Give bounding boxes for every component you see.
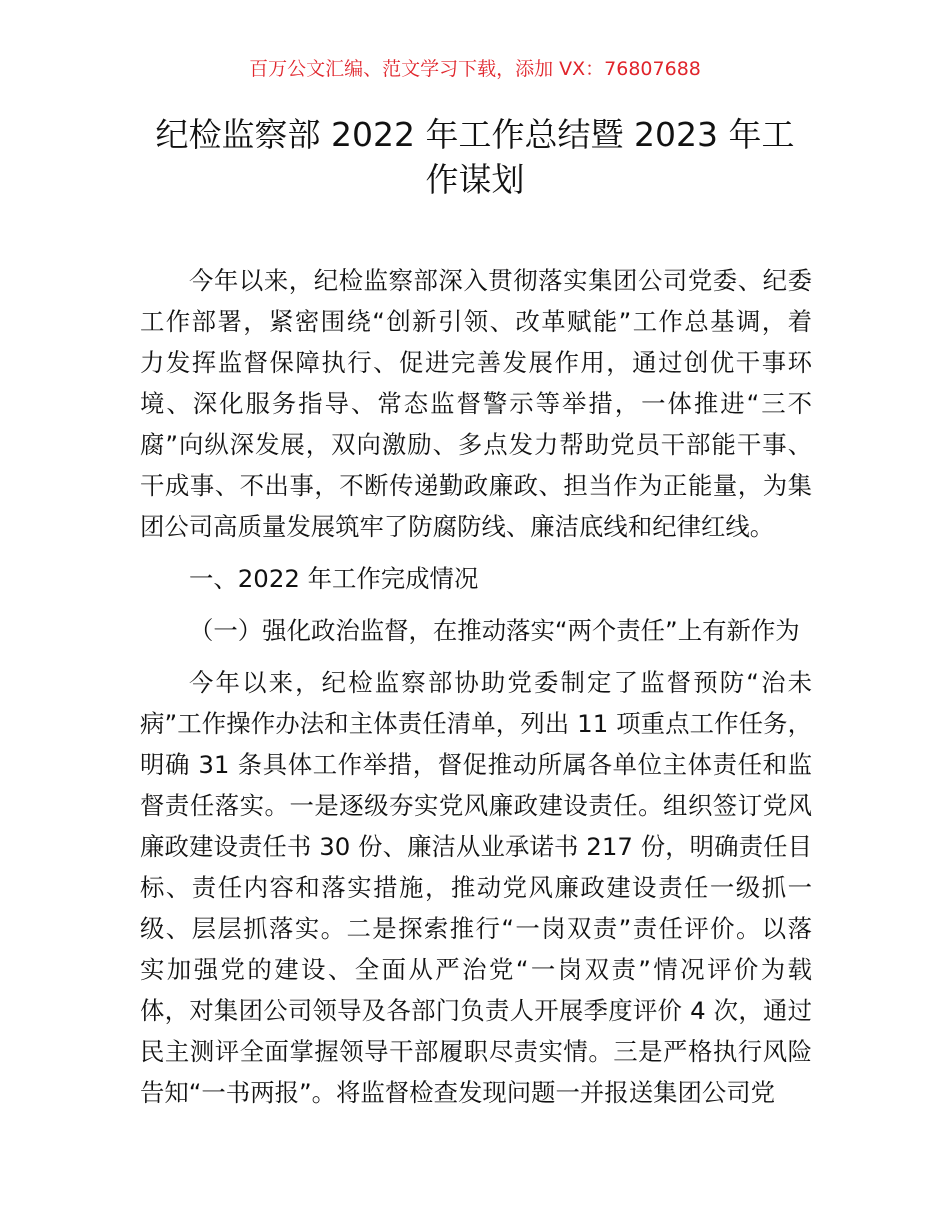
text-line: 实加强党的建设、全面从严治党“一岗双责”情况评价为载 — [140, 955, 812, 984]
title-line: 作谋划 — [425, 160, 525, 199]
text-line: 明确 31 条具体工作举措，督促推动所属各单位主体责任和监 — [140, 750, 812, 779]
text-line: 告知“一书两报”。将监督检查发现问题一并报送集团公司党 — [140, 1078, 776, 1107]
text-line: 今年以来，纪检监察部协助党委制定了监督预防“治未 — [189, 668, 812, 697]
watermark-header: 百万公文汇编、范文学习下载，添加 VX：76807688 — [249, 58, 701, 80]
text-line: 力发挥监督保障执行、促进完善发展作用，通过创优干事环 — [140, 348, 812, 377]
text-line: 民主测评全面掌握领导干部履职尽责实情。三是严格执行风险 — [140, 1037, 812, 1066]
text-line: 廉政建设责任书 30 份、廉洁从业承诺书 217 份，明确责任目 — [140, 832, 812, 861]
subsection-heading — [140, 610, 812, 651]
text-line: 一、2022 年工作完成情况 — [189, 564, 479, 593]
intro-paragraph — [140, 260, 812, 547]
body-paragraph — [140, 662, 812, 1113]
text-line: 体，对集团公司领导及各部门负责人开展季度评价 4 次，通过 — [140, 996, 812, 1025]
text-line: 今年以来，纪检监察部深入贯彻落实集团公司党委、纪委 — [189, 266, 812, 295]
text-line: 督责任落实。一是逐级夯实党风廉政建设责任。组织签订党风 — [140, 791, 812, 820]
text-line: 工作部署，紧密围绕“创新引领、改革赋能”工作总基调，着 — [140, 307, 812, 336]
text-line: 病”工作操作办法和主体责任清单，列出 11 项重点工作任务， — [140, 709, 812, 738]
text-line: 团公司高质量发展筑牢了防腐防线、廉洁底线和纪律红线。 — [140, 512, 775, 541]
document-body — [140, 260, 812, 1124]
text-line: 级、层层抓落实。二是探索推行“一岗双责”责任评价。以落 — [140, 914, 812, 943]
text-line: 境、深化服务指导、常态监督警示等举措，一体推进“三不 — [140, 389, 812, 418]
title-line: 纪检监察部 2022 年工作总结暨 2023 年工 — [155, 115, 795, 154]
text-line: （一）强化政治监督，在推动落实“两个责任”上有新作为 — [189, 616, 800, 645]
text-line: 腐”向纵深发展，双向激励、多点发力帮助党员干部能干事、 — [140, 430, 812, 459]
document-title — [120, 112, 830, 202]
section-heading — [140, 558, 812, 599]
text-line: 标、责任内容和落实措施，推动党风廉政建设责任一级抓一 — [140, 873, 812, 902]
text-line: 干成事、不出事，不断传递勤政廉政、担当作为正能量，为集 — [140, 471, 812, 500]
